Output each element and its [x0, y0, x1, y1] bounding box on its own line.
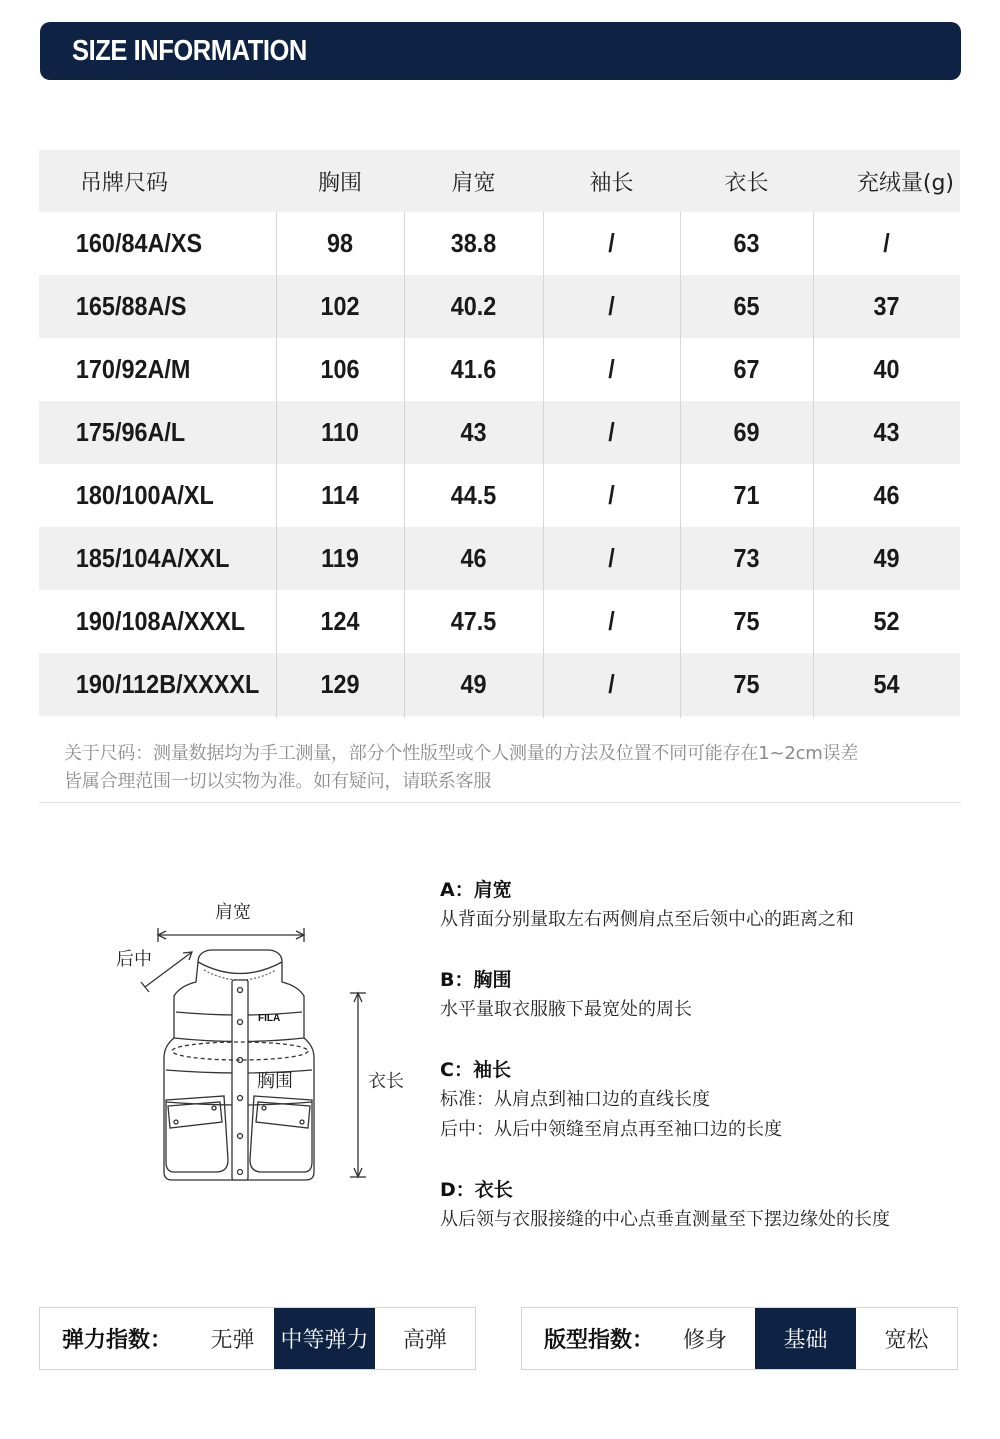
fit-option-regular: 基础 [755, 1308, 856, 1369]
cell-shoulder: 47.5 [450, 606, 497, 636]
cell-fill-weight: 54 [873, 669, 900, 699]
cell-shoulder: 43 [460, 417, 487, 447]
table-row [39, 212, 960, 275]
description-a [440, 875, 854, 935]
cell-chest: 124 [320, 606, 360, 636]
column-header-tag-size: 吊牌尺码 [80, 170, 169, 196]
table-row [39, 338, 960, 401]
cell-fill-weight: 49 [873, 543, 900, 573]
cell-chest: 119 [321, 543, 359, 573]
fit-index [521, 1307, 958, 1370]
label-chest: 胸围 [257, 1071, 293, 1092]
table-row [39, 527, 960, 590]
elasticity-option-none: 无弹 [210, 1328, 255, 1353]
cell-sleeve: / [608, 291, 615, 321]
description-d [440, 1175, 890, 1235]
cell-sleeve: / [608, 543, 615, 573]
description-title: A：肩宽 [440, 879, 512, 901]
elasticity-index [39, 1307, 476, 1370]
fila-logo: FILA [258, 1013, 281, 1024]
column-header-length: 衣长 [724, 170, 769, 196]
table-row [39, 401, 960, 464]
table-row [39, 464, 960, 527]
cell-sleeve: / [608, 669, 615, 699]
column-header-shoulder: 肩宽 [451, 170, 496, 196]
cell-length: 69 [733, 417, 760, 447]
cell-sleeve: / [608, 417, 615, 447]
label-back-center: 后中 [116, 949, 152, 970]
fit-option-loose: 宽松 [884, 1328, 929, 1353]
cell-length: 75 [733, 669, 760, 699]
cell-fill-weight: / [883, 228, 890, 258]
cell-tag-size: 175/96A/L [75, 417, 186, 447]
table-row [39, 590, 960, 653]
cell-shoulder: 38.8 [450, 228, 497, 258]
cell-length: 71 [733, 480, 760, 510]
cell-tag-size: 165/88A/S [75, 291, 187, 321]
cell-fill-weight: 37 [873, 291, 900, 321]
cell-chest: 129 [320, 669, 360, 699]
back-center-arrow [145, 952, 192, 987]
description-c [440, 1055, 782, 1145]
cell-sleeve: / [608, 228, 615, 258]
cell-tag-size: 160/84A/XS [75, 228, 203, 258]
vest-measurement-diagram [100, 890, 430, 1200]
size-table [39, 150, 960, 716]
label-length: 衣长 [368, 1071, 404, 1092]
description-line: 从背面分别量取左右两侧肩点至后领中心的距离之和 [440, 909, 854, 930]
cell-length: 75 [733, 606, 760, 636]
fit-label: 版型指数： [544, 1328, 655, 1353]
cell-shoulder: 49 [460, 669, 487, 699]
elasticity-option-medium: 中等弹力 [274, 1308, 375, 1369]
description-line: 从后领与衣服接缝的中心点垂直测量至下摆边缘处的长度 [440, 1209, 890, 1230]
column-header-chest: 胸围 [317, 170, 362, 196]
description-b [440, 965, 692, 1025]
table-row [39, 275, 960, 338]
cell-chest: 106 [320, 354, 360, 384]
cell-fill-weight: 52 [873, 606, 900, 636]
elasticity-option-high: 高弹 [402, 1328, 447, 1353]
cell-shoulder: 44.5 [450, 480, 497, 510]
cell-tag-size: 180/100A/XL [75, 480, 214, 510]
description-line: 标准：从肩点到袖口边的直线长度 [440, 1089, 710, 1110]
cell-tag-size: 185/104A/XXL [75, 543, 230, 573]
table-header-row [39, 150, 960, 212]
label-shoulder-width: 肩宽 [215, 902, 251, 923]
cell-tag-size: 170/92A/M [75, 354, 191, 384]
table-row [39, 653, 960, 716]
cell-sleeve: / [608, 480, 615, 510]
cell-length: 67 [733, 354, 760, 384]
cell-sleeve: / [608, 354, 615, 384]
description-line: 水平量取衣服腋下最宽处的周长 [440, 999, 692, 1020]
cell-length: 63 [733, 228, 760, 258]
page-title: SIZE INFORMATION [72, 35, 307, 67]
fit-option-slim: 修身 [682, 1328, 727, 1353]
cell-fill-weight: 43 [873, 417, 900, 447]
cell-chest: 114 [321, 480, 359, 510]
cell-chest: 110 [321, 417, 359, 447]
header-bar [40, 22, 961, 80]
note-line-2: 皆属合理范围一切以实物为准。如有疑问，请联系客服 [64, 771, 492, 792]
cell-sleeve: / [608, 606, 615, 636]
description-line: 后中：从后中领缝至肩点再至袖口边的长度 [440, 1119, 782, 1140]
cell-fill-weight: 46 [873, 480, 900, 510]
divider [39, 802, 961, 803]
column-header-sleeve: 袖长 [589, 170, 634, 196]
description-title: B：胸围 [440, 969, 512, 991]
cell-shoulder: 41.6 [450, 354, 497, 384]
cell-length: 73 [733, 543, 760, 573]
measurement-note [64, 740, 964, 796]
cell-chest: 102 [320, 291, 360, 321]
column-header-fill-weight: 充绒量(g) [856, 170, 954, 196]
cell-length: 65 [733, 291, 760, 321]
cell-fill-weight: 40 [873, 354, 900, 384]
cell-shoulder: 46 [460, 543, 487, 573]
cell-tag-size: 190/108A/XXXL [75, 606, 246, 636]
elasticity-label: 弹力指数： [62, 1328, 173, 1353]
description-title: C：袖长 [440, 1059, 511, 1081]
description-title: D：衣长 [440, 1179, 513, 1201]
cell-tag-size: 190/112B/XXXXL [75, 669, 260, 699]
note-line-1: 关于尺码：测量数据均为手工测量，部分个性版型或个人测量的方法及位置不同可能存在1~2cm误差 [64, 743, 859, 764]
cell-chest: 98 [326, 228, 354, 258]
cell-shoulder: 40.2 [450, 291, 497, 321]
